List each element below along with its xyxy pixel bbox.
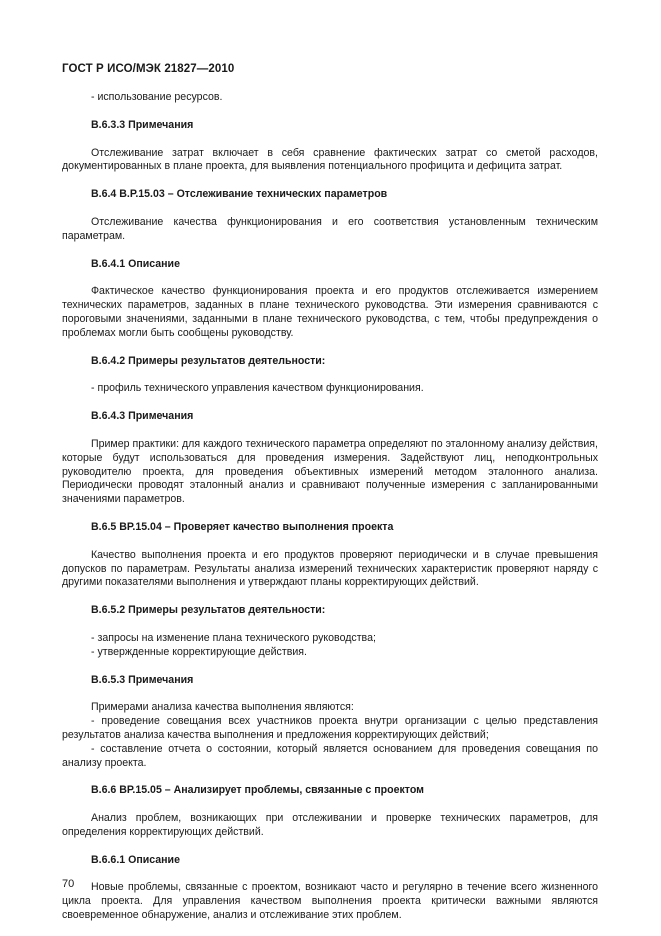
document-header: ГОСТ Р ИСО/МЭК 21827—2010 (62, 63, 235, 75)
paragraph: Анализ проблем, возникающих при отслеживании и проверке технических параметров, для определения корректирующих действий. (62, 812, 598, 838)
section-heading: В.6.5.2 Примеры результатов деятельности: (91, 604, 326, 617)
section-heading: В.6.6 ВР.15.05 – Анализирует проблемы, связанные с проектом (91, 784, 425, 797)
list-item: Примерами анализа качества выполнения являются: (91, 701, 354, 714)
section-heading: В.6.4.1 Описание (91, 257, 180, 270)
document-body (62, 91, 598, 923)
paragraph: Пример практики: для каждого технического параметра определяют по эталонному анализу действия, которые будут использоваться для проведения измерения. Задействуют лиц, неподконтрольных руководителю проекта, для проведения объективных измерений методом эталонного анализа. Периодически проводят эталонный анализ и сравнивают полученные измерения с запланированными значениями параметров. (62, 437, 598, 506)
list-item: - запросы на изменение плана технического руководства; (91, 631, 376, 644)
paragraph: Фактическое качество функционирования проекта и его продуктов отслеживается измерением технических параметров, заданных в плане технического руководства. Эти измерения сравниваются с пороговыми значениями, заданными в плане технического руководства, с тем, чтобы предупреждения о проблемах могли быть сообщены руководству. (62, 285, 598, 339)
section-heading: В.6.5 ВР.15.04 – Проверяет качество выполнения проекта (91, 520, 394, 533)
paragraph: Отслеживание качества функционирования и его соответствия установленным техническим параметрам. (62, 215, 598, 242)
list-item: - утвержденные корректирующие действия. (91, 645, 307, 658)
paragraph: - проведение совещания всех участников проекта внутри организации с целью представления результатов анализа качества выполнения и предложения корректирующих действий; (62, 715, 598, 741)
paragraph: Отслеживание затрат включает в себя сравнение фактических затрат со сметой расходов, документированных в плане проекта, для выявления потенциального профицита и дефицита затрат. (62, 146, 598, 173)
paragraph: Качество выполнения проекта и его продуктов проверяют периодически и в случае превышения допусков по параметрам. Результаты анализа измерений технических характеристик проверяют наряду с другими показателями выполнения и утверждают планы корректирующих действий. (62, 548, 598, 589)
section-heading: В.6.4.2 Примеры результатов деятельности: (91, 354, 326, 367)
section-heading: В.6.4.3 Примечания (91, 410, 194, 423)
list-item: - профиль технического управления качеством функционирования. (91, 382, 424, 395)
list-item: - использование ресурсов. (91, 91, 223, 103)
section-heading: В.6.5.3 Примечания (91, 673, 194, 686)
paragraph: - составление отчета о состоянии, который является основанием для проведения совещания по анализу проекта. (62, 742, 598, 769)
paragraph: Новые проблемы, связанные с проектом, возникают часто и регулярно в течение всего жизненного цикла проекта. Для управления качеством выполнения проекта критически важными являются своевременное обнаружение, анализ и отслеживание этих проблем. (62, 881, 598, 922)
section-heading: В.6.4 В.Р.15.03 – Отслеживание технических параметров (91, 188, 388, 201)
page-number: 70 (62, 878, 75, 890)
section-heading: В.6.3.3 Примечания (91, 118, 194, 131)
section-heading: В.6.6.1 Описание (91, 853, 180, 866)
